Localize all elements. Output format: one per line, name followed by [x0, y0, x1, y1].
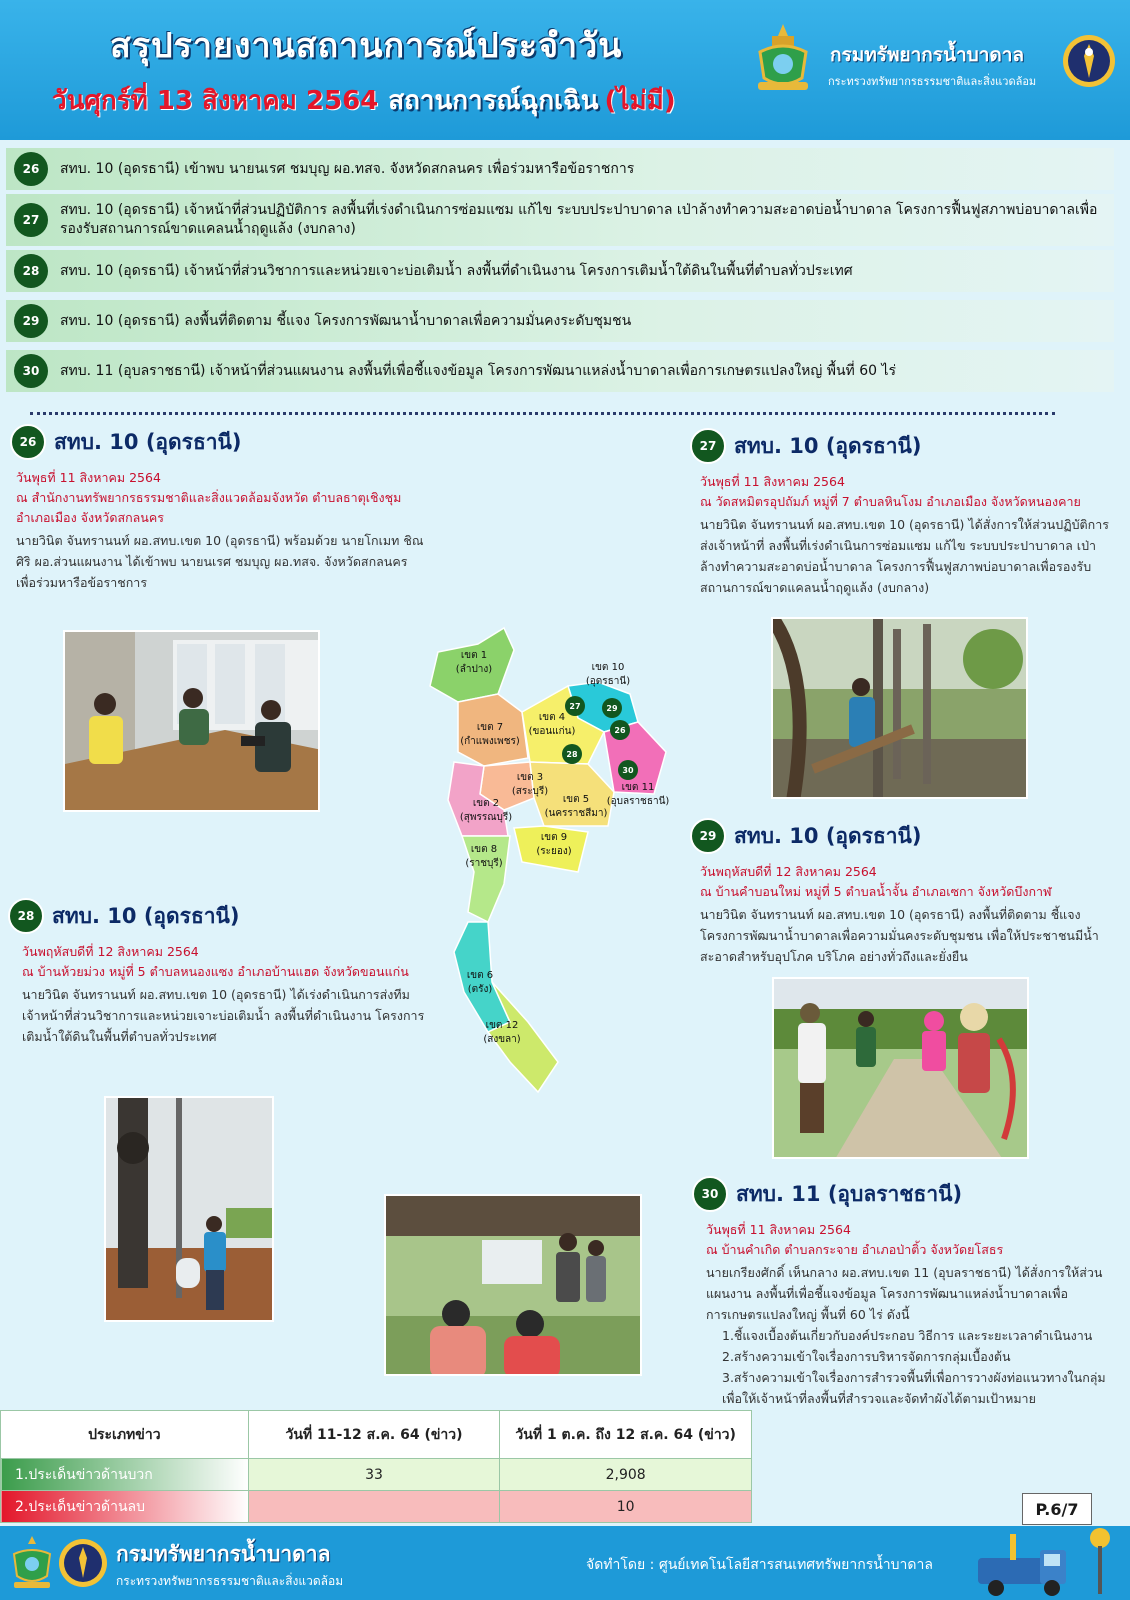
summary-number-badge: 27 — [14, 203, 48, 237]
photo-field-visit — [772, 977, 1029, 1159]
detail-number-badge: 30 — [692, 1176, 728, 1212]
summary-number-badge: 26 — [14, 152, 48, 186]
map-marker-label: 30 — [622, 766, 634, 775]
detail-heading: สทบ. 10 (อุดรธานี) — [734, 433, 922, 458]
detail-body: นายวินิต จันทรานนท์ ผอ.สทบ.เขต 10 (อุดรธานี) ลงพื้นที่ติดตาม ชี้แจง โครงการพัฒนาน้ำบาดาลเพื่อความมั่นคงระดับชุมชน เพื่อให้ประชาชนมีน้ำสะอาดสำหรับอุปโภค บริโภค อย่างทั่วถึงและยั่งยืน — [700, 907, 1099, 964]
map-marker-label: 28 — [566, 750, 578, 759]
summary-number-badge: 30 — [14, 354, 48, 388]
table-cell: 33 — [248, 1459, 500, 1491]
department-logo-icon — [10, 1534, 54, 1592]
detail-list-item: 3.สร้างความเข้าใจเรื่องการสำรวจพื้นที่เพื่อการวางผังท่อแนวทางในกลุ่มเพื่อให้เจ้าหน้าที่ลงพื้นที่สำรวจและจัดทำผังได้ตามเป้าหมาย — [722, 1370, 1106, 1406]
table-cell: 10 — [500, 1491, 752, 1523]
page-footer — [0, 1526, 1130, 1600]
detail-heading: สทบ. 10 (อุดรธานี) — [52, 903, 240, 928]
table-row — [1, 1459, 752, 1491]
photo-community-meeting — [384, 1194, 642, 1376]
table-cell-label: 2.ประเด็นข่าวด้านลบ — [1, 1491, 249, 1523]
detail-place: ณ บ้านห้วยม่วง หมู่ที่ 5 ตำบลหนองแซง อำเภอบ้านแฮด จังหวัดขอนแก่น — [22, 964, 409, 979]
summary-row — [6, 300, 1114, 342]
table-cell-label: 1.ประเด็นข่าวด้านบวก — [1, 1459, 249, 1491]
detail-date: วันพุธที่ 11 สิงหาคม 2564 — [16, 470, 161, 485]
detail-27 — [690, 428, 1115, 598]
emergency-label: สถานการณ์ฉุกเฉิน — [388, 86, 599, 116]
summary-text: สทบ. 10 (อุดรธานี) เจ้าหน้าที่ส่วนปฏิบัติการ ลงพื้นที่เร่งดำเนินการซ่อมแซม แก้ไข ระบบประปาบาดาล เป่าล้างทำความสะอาดบ่อน้ำบาดาล โครงการฟื้นฟูสภาพบ่อบาดาลเพื่อรองรับสถานการณ์ขาดแคลนน้ำฤดูแล้ง (งบกลาง) — [60, 202, 1098, 237]
map-zone-sublabel: (ขอนแก่น) — [528, 726, 576, 737]
table-row — [1, 1491, 752, 1523]
detail-list-item: 2.สร้างความเข้าใจเรื่องการบริหารจัดการกลุ่มเบื้องต้น — [722, 1349, 1011, 1364]
map-marker-label: 26 — [614, 726, 626, 735]
summary-text: สทบ. 10 (อุดรธานี) เข้าพบ นายนเรศ ชมบุญ ผอ.ทสจ. จังหวัดสกลนคร เพื่อร่วมหารือข้อราชการ — [60, 160, 635, 177]
detail-body: นายวินิต จันทรานนท์ ผอ.สทบ.เขต 10 (อุดรธานี) พร้อมด้วย นายโกเมท ชิณศิริ ผอ.ส่วนแผนงาน ได้เข้าพบ นายนเรศ ชมบุญ ผอ.ทสจ. จังหวัดสกลนคร เพื่อร่วมหารือข้อราชการ — [16, 533, 424, 590]
map-zone-label: เขต 4 — [538, 712, 566, 723]
map-zone-sublabel: (ลำปาง) — [455, 664, 493, 675]
detail-30 — [692, 1176, 1122, 1409]
thailand-zone-map — [418, 622, 686, 1110]
summary-row — [6, 194, 1114, 246]
page-number: P.6/7 — [1022, 1493, 1092, 1525]
detail-28 — [8, 898, 428, 1047]
summary-row — [6, 350, 1114, 392]
page-title: สรุปรายงานสถานการณ์ประจำวัน — [110, 26, 623, 66]
detail-29 — [690, 818, 1120, 967]
map-zone-sublabel: (ราชบุรี) — [465, 858, 503, 869]
footer-credit: จัดทำโดย : ศูนย์เทคโนโลยีสารสนเทศทรัพยากรน้ำบาดาล — [586, 1557, 933, 1573]
ministry-seal-icon — [1062, 34, 1116, 88]
detail-number-badge: 27 — [690, 428, 726, 464]
footer-ministry-name: กระทรวงทรัพยากรธรรมชาติและสิ่งแวดล้อม — [116, 1574, 344, 1588]
table-header: วันที่ 11-12 ส.ค. 64 (ข่าว) — [248, 1411, 500, 1459]
map-marker-label: 27 — [569, 702, 581, 711]
map-zone-sublabel: (ระยอง) — [536, 846, 572, 857]
map-zone-label: เขต 1 — [460, 650, 488, 661]
ministry-name: กระทรวงทรัพยากรธรรมชาติและสิ่งแวดล้อม — [828, 75, 1037, 88]
map-zone-sublabel: (ตรัง) — [467, 984, 493, 995]
news-summary-table — [0, 1410, 752, 1523]
table-cell — [248, 1491, 500, 1523]
report-date: วันศุกร์ที่ 13 สิงหาคม 2564 — [52, 86, 379, 116]
map-zone-label: เขต 2 — [472, 798, 500, 809]
map-zone-label: เขต 7 — [476, 722, 504, 733]
map-zone-label: เขต 10 — [591, 662, 625, 673]
photo-meeting — [63, 630, 320, 812]
summary-text: สทบ. 11 (อุบลราชธานี) เจ้าหน้าที่ส่วนแผนงาน ลงพื้นที่เพื่อชี้แจงข้อมูล โครงการพัฒนาแหล่งน้ำบาดาลเพื่อการเกษตรแปลงใหญ่ พื้นที่ 60 ไร่ — [60, 362, 897, 379]
detail-heading: สทบ. 11 (อุบลราชธานี) — [736, 1181, 963, 1206]
map-zone-label: เขต 9 — [540, 832, 568, 843]
map-zone-label: เขต 12 — [485, 1020, 519, 1031]
emergency-status: (ไม่มี) — [604, 86, 676, 116]
map-zone-sublabel: (อุดรธานี) — [585, 676, 631, 687]
map-zone-sublabel: (กำแพงเพชร) — [460, 736, 520, 747]
drilling-truck-icon — [970, 1528, 1120, 1598]
detail-date: วันพฤหัสบดีที่ 12 สิงหาคม 2564 — [700, 864, 877, 879]
map-zone-sublabel: (สงขลา) — [483, 1034, 521, 1045]
detail-place: ณ บ้านคำเกิด ตำบลกระจาย อำเภอป่าติ้ว จังหวัดยโสธร — [706, 1242, 1004, 1257]
detail-number-badge: 29 — [690, 818, 726, 854]
dotted-divider — [30, 412, 1055, 415]
detail-number-badge: 26 — [10, 424, 46, 460]
map-zone-sublabel: (อุบลราชธานี) — [606, 796, 670, 807]
map-zone-label: เขต 3 — [516, 772, 544, 783]
detail-heading: สทบ. 10 (อุดรธานี) — [54, 429, 242, 454]
detail-date: วันพุธที่ 11 สิงหาคม 2564 — [706, 1222, 851, 1237]
footer-department-name: กรมทรัพยากรน้ำบาดาล — [116, 1542, 331, 1566]
map-zone-label: เขต 11 — [621, 782, 655, 793]
detail-body: นายวินิต จันทรานนท์ ผอ.สทบ.เขต 10 (อุดรธานี) ได้สั่งการให้ส่วนปฏิบัติการ ส่งเจ้าหน้าที่ ลงพื้นที่เร่งดำเนินการซ่อมแซม แก้ไข ระบบประปาบาดาล เป่าล้างทำความสะอาดบ่อน้ำบาดาล โครงการฟื้นฟูสภาพบ่อบาดาลเพื่อรองรับสถานการณ์ขาดแคลนน้ำฤดูแล้ง (งบกลาง) — [700, 517, 1109, 595]
map-zone-sublabel: (นครราชสีมา) — [544, 808, 608, 819]
table-header-row — [1, 1411, 752, 1459]
detail-body: นายเกรียงศักดิ์ เห็นกลาง ผอ.สทบ.เขต 11 (อุบลราชธานี) ได้สั่งการให้ส่วนแผนงาน ลงพื้นที่เพื่อชี้แจงข้อมูล โครงการพัฒนาแหล่งน้ำบาดาลเพื่อการเกษตรแปลงใหญ่ พื้นที่ 60 ไร่ ดังนี้ — [706, 1265, 1103, 1322]
table-header: ประเภทข่าว — [1, 1411, 249, 1459]
date-line — [52, 80, 676, 121]
photo-well-repair — [771, 617, 1028, 799]
detail-place: ณ วัดสหมิตรอุปถัมภ์ หมู่ที่ 7 ตำบลหินโงม อำเภอเมือง จังหวัดหนองคาย — [700, 494, 1081, 509]
summary-text: สทบ. 10 (อุดรธานี) เจ้าหน้าที่ส่วนวิชาการและหน่วยเจาะบ่อเติมน้ำ ลงพื้นที่ดำเนินงาน โครงการเติมน้ำใต้ดินในพื้นที่ตำบลทั่วประเทศ — [60, 262, 853, 279]
page-header — [0, 0, 1130, 140]
detail-body: นายวินิต จันทรานนท์ ผอ.สทบ.เขต 10 (อุดรธานี) ได้เร่งดำเนินการส่งทีมเจ้าหน้าที่ส่วนวิชาการและหน่วยเจาะบ่อเติมน้ำ ลงพื้นที่ดำเนินงาน โครงการเติมน้ำใต้ดินในพื้นที่ตำบลทั่วประเทศ — [22, 987, 425, 1044]
detail-place: ณ บ้านคำบอนใหม่ หมู่ที่ 5 ตำบลน้ำจั้น อำเภอเซกา จังหวัดบึงกาฬ — [700, 884, 1052, 899]
detail-place: ณ สำนักงานทรัพยากรธรรมชาติและสิ่งแวดล้อมจังหวัด ตำบลธาตุเชิงชุม อำเภอเมือง จังหวัดสกลนคร — [16, 490, 402, 525]
detail-number-badge: 28 — [8, 898, 44, 934]
photo-drilling — [104, 1096, 274, 1322]
summary-text: สทบ. 10 (อุดรธานี) ลงพื้นที่ติดตาม ชี้แจง โครงการพัฒนาน้ำบาดาลเพื่อความมั่นคงระดับชุมชน — [60, 312, 632, 329]
table-header: วันที่ 1 ต.ค. ถึง 12 ส.ค. 64 (ข่าว) — [500, 1411, 752, 1459]
summary-number-badge: 29 — [14, 304, 48, 338]
detail-26 — [10, 424, 430, 593]
department-name: กรมทรัพยากรน้ำบาดาล — [830, 44, 1025, 66]
map-zone-sublabel: (สระบุรี) — [511, 786, 549, 797]
table-cell: 2,908 — [500, 1459, 752, 1491]
summary-row — [6, 250, 1114, 292]
detail-list-item: 1.ชี้แจงเบื้องต้นเกี่ยวกับองค์ประกอบ วิธีการ และระยะเวลาดำเนินงาน — [722, 1328, 1093, 1343]
ministry-seal-icon — [58, 1538, 108, 1588]
department-logo-icon — [752, 22, 814, 94]
map-marker-label: 29 — [606, 704, 618, 713]
map-zone-label: เขต 5 — [562, 794, 590, 805]
summary-row — [6, 148, 1114, 190]
detail-date: วันพุธที่ 11 สิงหาคม 2564 — [700, 474, 845, 489]
detail-heading: สทบ. 10 (อุดรธานี) — [734, 823, 922, 848]
map-zone-label: เขต 8 — [470, 844, 498, 855]
summary-number-badge: 28 — [14, 254, 48, 288]
map-zone-sublabel: (สุพรรณบุรี) — [459, 812, 513, 823]
detail-date: วันพฤหัสบดีที่ 12 สิงหาคม 2564 — [22, 944, 199, 959]
map-zone-label: เขต 6 — [466, 970, 494, 981]
